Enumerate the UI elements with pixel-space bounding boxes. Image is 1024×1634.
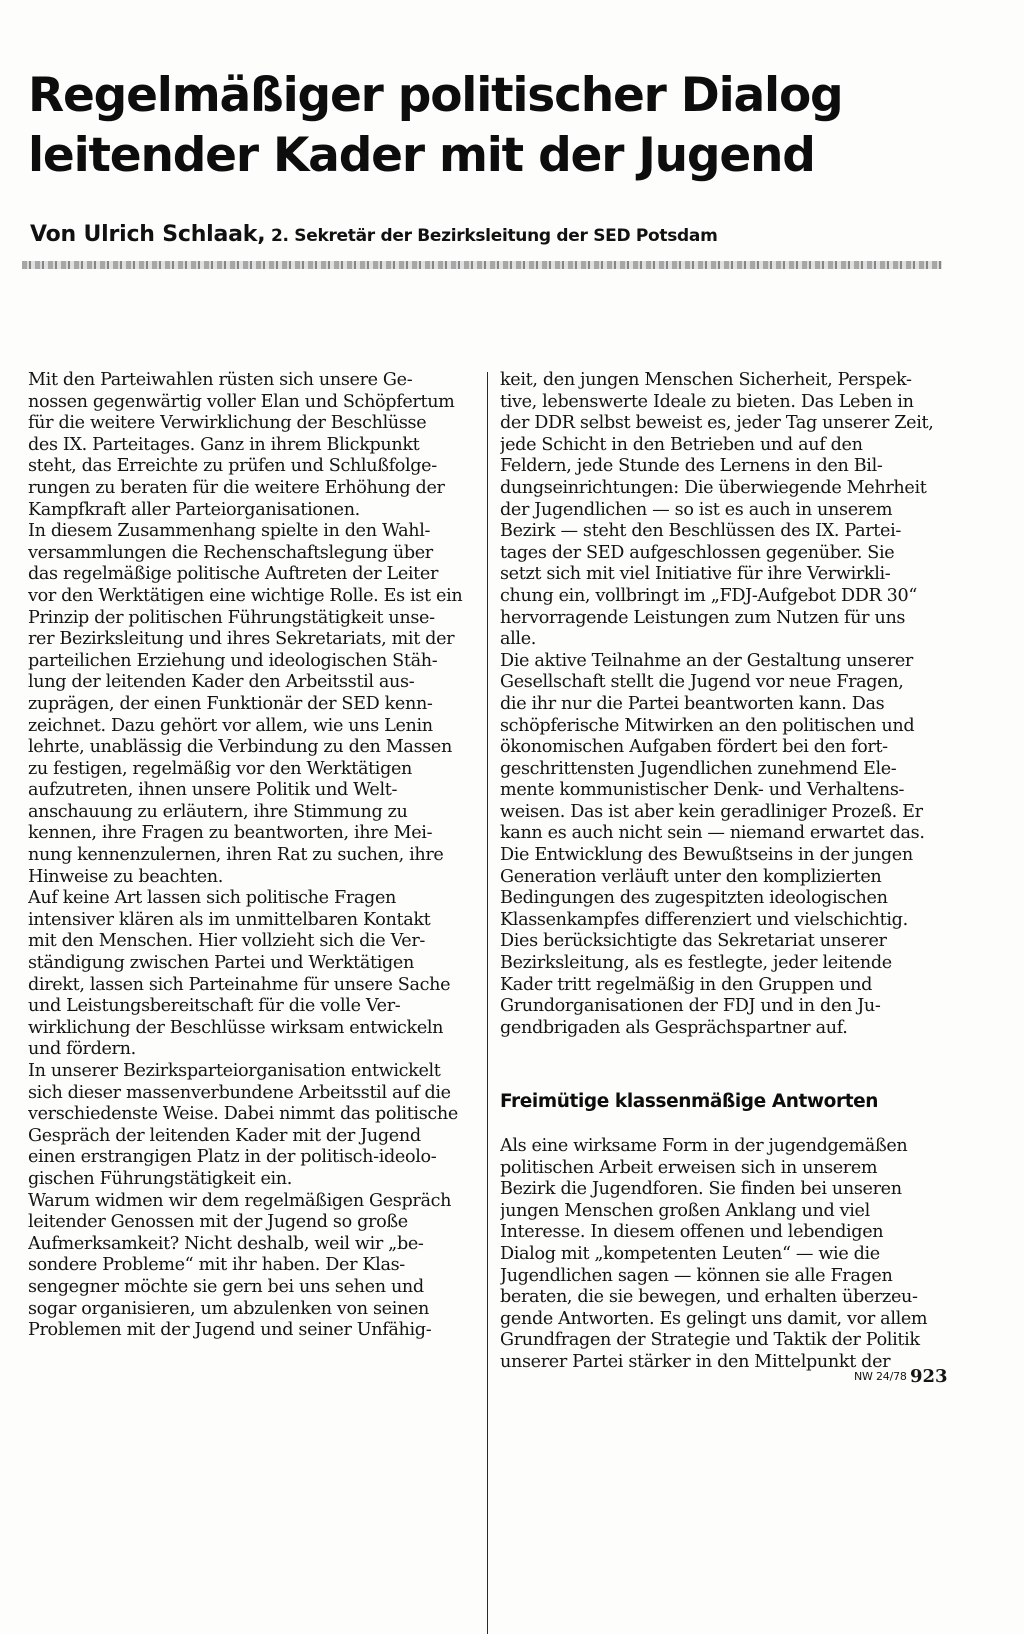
text-line: hervorragende Leistungen zum Nutzen für uns [500,607,906,628]
text-line: leitender Genossen mit der Jugend so große [28,1212,408,1233]
text-line: sogar organisieren, um abzulenken von seinen [28,1298,430,1319]
text-line: das regelmäßige politische Auftreten der Leiter [28,564,439,585]
text-line: Problemen mit der Jugend und seiner Unfähig- [28,1320,432,1341]
text-line: Jugendlichen sagen — können sie alle Fragen [500,1265,893,1286]
column-divider [487,372,488,1634]
byline-author: Von Ulrich Schlaak, [30,222,266,247]
text-line: beraten, die sie bewegen, und erhalten überzeu- [500,1287,918,1308]
byline-role: 2. Sekretär der Bezirksleitung der SED Potsdam [270,226,718,246]
text-line: Feldern, jede Stunde des Lernens in den Bil- [500,456,883,477]
text-line: versammlungen die Rechenschaftslegung über [28,542,433,563]
text-line: schöpferische Mitwirken an den politischen und [500,715,915,736]
text-line: Gespräch der leitenden Kader mit der Jugend [28,1125,421,1146]
text-line: jungen Menschen großen Anklang und viel [500,1200,870,1221]
text-line: Dialog mit „kompetenten Leuten“ — wie die [500,1243,880,1264]
text-line: chung ein, vollbringt im „FDJ-Aufgebot DDR 30“ [500,585,918,606]
text-line: anschauung zu erläutern, ihre Stimmung zu [28,801,408,822]
text-line: aufzutreten, ihnen unsere Politik und Welt- [28,780,398,801]
text-line: Auf keine Art lassen sich politische Fragen [28,888,396,909]
text-line: mit den Menschen. Hier vollzieht sich die Ver- [28,931,426,952]
text-line: parteilichen Erziehung und ideologischen Stäh- [28,650,438,671]
text-line: Interesse. In diesem offenen und lebendigen [500,1222,884,1243]
text-line: wirklichung der Beschlüsse wirksam entwickeln [28,1017,444,1038]
text-line: Die Entwicklung des Bewußtseins in der jungen [500,845,913,866]
text-line: lehrte, unablässig die Verbindung zu den Massen [28,737,452,758]
text-line: und Leistungsbereitschaft für die volle Ver- [28,996,401,1017]
text-line: zu festigen, regelmäßig vor den Werktätigen [28,758,413,779]
text-line: Generation verläuft unter den komplizierten [500,866,882,887]
text-line: Dies berücksichtigte das Sekretariat unserer [500,931,887,952]
text-line: verschiedenste Weise. Dabei nimmt das politische [28,1104,458,1125]
text-line: Bezirk — steht den Beschlüssen des IX. Partei- [500,521,901,542]
text-line: des IX. Parteitages. Ganz in ihrem Blickpunkt [28,434,420,455]
text-line: politischen Arbeit erweisen sich in unserem [500,1157,878,1178]
text-line: kennen, ihre Fragen zu beantworten, ihre Mei- [28,823,433,844]
text-line: Bedingungen des zugespitzten ideologischen [500,888,888,909]
text-line: Grundorganisationen der FDJ und in den Ju- [500,996,881,1017]
text-line: Kader tritt regelmäßig in den Gruppen und [500,974,873,995]
text-line: In unserer Bezirksparteiorganisation entwickelt [28,1061,441,1081]
text-line: für die weitere Verwirklichung der Beschlüsse [28,413,427,434]
text-line: mente kommunistischer Denk- und Verhaltens- [500,780,905,801]
text-line: steht, das Erreichte zu prüfen und Schlußfolge- [28,456,437,477]
text-line: rungen zu beraten für die weitere Erhöhung der [28,477,445,498]
text-line: der Jugendlichen — so ist es auch in unserem [500,499,893,520]
text-line: Grundfragen der Strategie und Taktik der Politik [500,1330,920,1351]
text-line: zuprägen, der einen Funktionär der SED kenn- [28,693,433,714]
text-line: Kampfkraft aller Parteiorganisationen. [28,499,360,520]
title-divider [22,261,942,269]
text-line: Warum widmen wir dem regelmäßigen Gespräch [28,1190,452,1211]
text-line: vor den Werktätigen eine wichtige Rolle. Es ist ein [28,585,463,606]
text-line: zeichnet. Dazu gehört vor allem, wie uns Lenin [28,715,433,736]
text-line: sengegner möchte sie gern bei uns sehen und [28,1276,424,1297]
text-line: rer Bezirksleitung und ihres Sekretariats, mit der [28,629,455,650]
text-line: alle. [500,629,536,650]
text-line: gendbrigaden als Gesprächspartner auf. [500,1017,848,1038]
text-line: dungseinrichtungen: Die überwiegende Mehrheit [500,477,927,498]
text-line: unserer Partei stärker in den Mittelpunkt der [500,1351,891,1372]
text-line: ökonomischen Aufgaben fördert bei den fort- [500,737,888,758]
text-line: sich dieser massenverbundene Arbeitsstil auf die [28,1082,451,1103]
text-line: geschrittensten Jugendlichen zunehmend Ele- [500,758,897,779]
headline-line-1: Regelmäßiger politischer Dialog [28,68,843,123]
text-line: kann es auch nicht sein — niemand erwartet das. [500,823,925,844]
text-line: Als eine wirksame Form in der jugendgemäßen [500,1136,908,1156]
right-column [500,370,944,1039]
byline [30,222,718,247]
text-line: einen erstrangigen Platz in der politisch-ideolo- [28,1147,437,1168]
text-line: weisen. Das ist aber kein geradliniger Prozeß. Er [500,801,923,822]
text-line: jede Schicht in den Betrieben und auf den [500,434,863,455]
text-line: ständigung zwischen Partei und Werktätigen [28,953,414,974]
text-line: setzt sich mit viel Initiative für ihre Verwirkli- [500,564,891,585]
text-line: Die aktive Teilnahme an der Gestaltung unserer [500,650,913,671]
text-line: Gesellschaft stellt die Jugend vor neue Fragen, [500,672,904,693]
text-line: In diesem Zusammenhang spielte in den Wahl- [28,521,431,542]
text-line: direkt, lassen sich Parteinahme für unsere Sache [28,974,451,995]
text-line: keit, den jungen Menschen Sicherheit, Perspek- [500,370,912,390]
headline [28,66,988,186]
text-line: gende Antworten. Es gelingt uns damit, vor allem [500,1308,928,1329]
text-line: gischen Führungstätigkeit ein. [28,1168,293,1189]
text-line: Klassenkampfes differenziert und vielschichtig. [500,909,908,930]
text-line: Bezirksleitung, als es festlegte, jeder leitende [500,953,892,974]
text-line: lung der leitenden Kader den Arbeitsstil aus- [28,672,415,693]
text-line: nung kennenzulernen, ihren Rat zu suchen, ihre [28,845,444,866]
text-line: tages der SED aufgeschlossen gegenüber. Sie [500,542,895,563]
page-number: 923 [910,1366,948,1387]
text-line: Mit den Parteiwahlen rüsten sich unsere Ge- [28,370,413,390]
text-line: die ihr nur die Partei beantworten kann. Das [500,693,885,714]
text-line: sondere Probleme“ mit ihr haben. Der Klas- [28,1255,405,1276]
issue-label: NW 24/78 [854,1370,907,1383]
text-line: nossen gegenwärtig voller Elan und Schöpfertum [28,391,455,412]
text-line: tive, lebenswerte Ideale zu bieten. Das Leben in [500,391,914,412]
text-line: Aufmerksamkeit? Nicht deshalb, weil wir „be- [28,1233,424,1254]
text-line: Hinweise zu beachten. [28,866,224,887]
text-line: und fördern. [28,1039,136,1060]
text-line: intensiver klären als im unmittelbaren Kontakt [28,909,431,930]
headline-line-2: leitender Kader mit der Jugend [28,128,815,183]
text-line: Bezirk die Jugendforen. Sie finden bei unseren [500,1179,902,1200]
left-column [28,370,470,1342]
right-column-continued [500,1136,944,1374]
text-line: der DDR selbst beweist es, jeder Tag unserer Zeit, [500,413,934,434]
text-line: Prinzip der politischen Führungstätigkeit unse- [28,607,435,628]
section-subheading: Freimütige klassenmäßige Antworten [500,1091,879,1112]
